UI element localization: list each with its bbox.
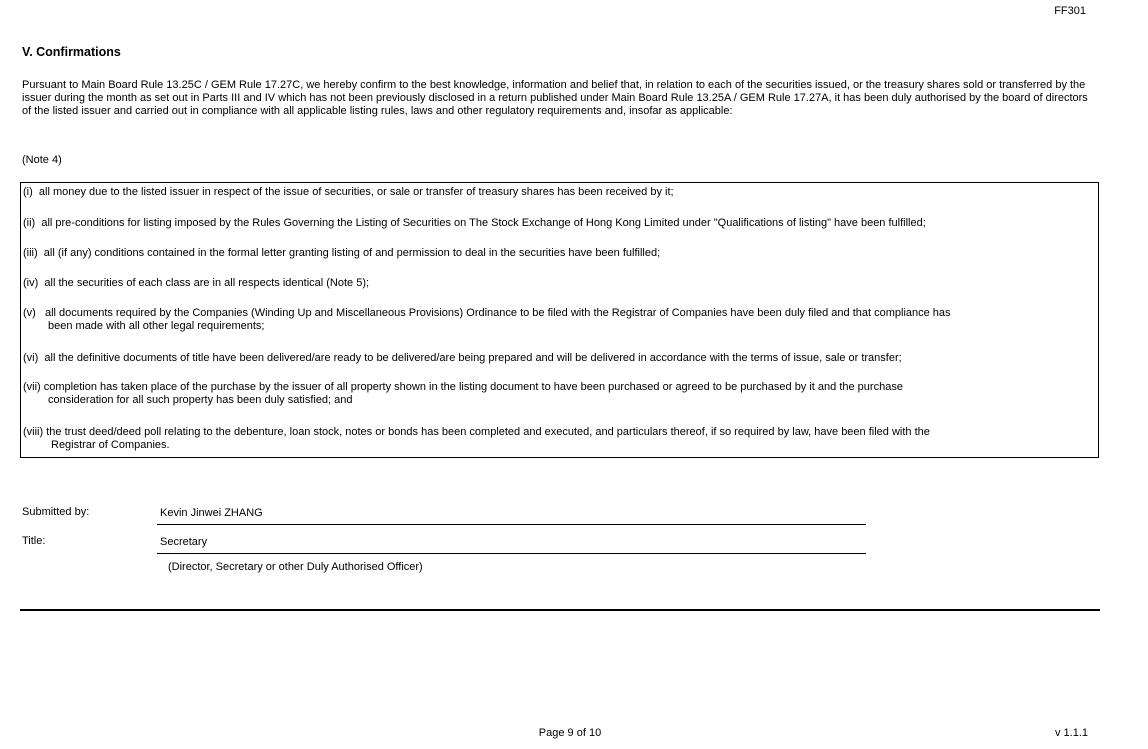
title-underline [157,553,866,554]
item-text: all the definitive documents of title have been delivered/are ready to be delivered/are being prepared and will be delivered in accordance with the terms of issue, sale or transfer; [44,352,902,364]
item-text-continued: consideration for all such property has been duly satisfied; and [48,394,353,406]
item-text: all money due to the listed issuer in respect of the issue of securities, or sale or transfer of treasury shares has been received by it; [38,186,674,198]
item-number: (iii) [23,247,38,259]
item-number: (v) [23,307,36,319]
item-text: all (if any) conditions contained in the formal letter granting listing of and permission to deal in the securities have been fulfilled; [43,247,661,259]
confirmation-item [23,217,1093,230]
item-number: (viii) [23,426,44,438]
confirmation-item [23,352,1093,365]
item-number: (vi) [23,352,39,364]
confirmation-item [23,186,1093,199]
section-title: V. Confirmations [22,45,121,59]
officer-note: (Director, Secretary or other Duly Authorised Officer) [168,561,423,573]
confirmation-item [23,307,1093,333]
page-number: Page 9 of 10 [538,727,602,739]
version-label: v 1.1.1 [1054,727,1088,739]
confirmation-item [23,381,1093,407]
item-number: (ii) [23,217,36,229]
title-value: Secretary [160,536,208,548]
form-code: FF301 [1054,5,1086,17]
item-number: (iv) [23,277,39,289]
submitted-by-label: Submitted by: [22,506,90,518]
item-text: completion has taken place of the purchase by the issuer of all property shown in the listing document to have been purchased or agreed to be purchased by it and the purchase [43,381,903,393]
submitted-by-underline [157,524,866,525]
item-text: all pre-conditions for listing imposed by the Rules Governing the Listing of Securities on The Stock Exchange of Hong Kong Limited under "Qualifications of listing" have been fulfilled; [41,217,926,229]
item-text: the trust deed/deed poll relating to the debenture, loan stock, notes or bonds has been completed and executed, and particulars thereof, if so required by law, have been filed with the [46,426,930,438]
item-text-continued: been made with all other legal requirements; [48,320,265,332]
confirmations-box [20,182,1099,458]
confirmation-item [23,247,1093,260]
note-reference: (Note 4) [22,154,62,166]
intro-paragraph: Pursuant to Main Board Rule 13.25C / GEM Rule 17.27C, we hereby confirm to the best knowledge, information and belief that, in relation to each of the securities issued, or the treasury shares sold or transferred by the issuer during the month as set out in Parts III and IV which has not been previously disclosed in a return published under Main Board Rule 13.25A / GEM Rule 17.27A, it has been duly authorised by the board of directors of the listed issuer and carried out in compliance with all applicable listing rules, laws and other regulatory requirements and, insofar as applicable: [22,79,1088,117]
item-text: all the securities of each class are in all respects identical (Note 5); [44,277,370,289]
item-number: (i) [23,186,33,198]
item-text: all documents required by the Companies (Winding Up and Miscellaneous Provisions) Ordinance to be filed with the Registrar of Companies have been duly filed and that compliance has [45,307,951,319]
item-text-continued: Registrar of Companies. [51,439,170,451]
title-label: Title: [22,535,46,547]
section-divider [20,609,1100,611]
confirmation-item [23,277,1093,290]
confirmation-item [23,426,1093,452]
submitted-by-value: Kevin Jinwei ZHANG [160,507,263,519]
item-number: (vii) [23,381,41,393]
